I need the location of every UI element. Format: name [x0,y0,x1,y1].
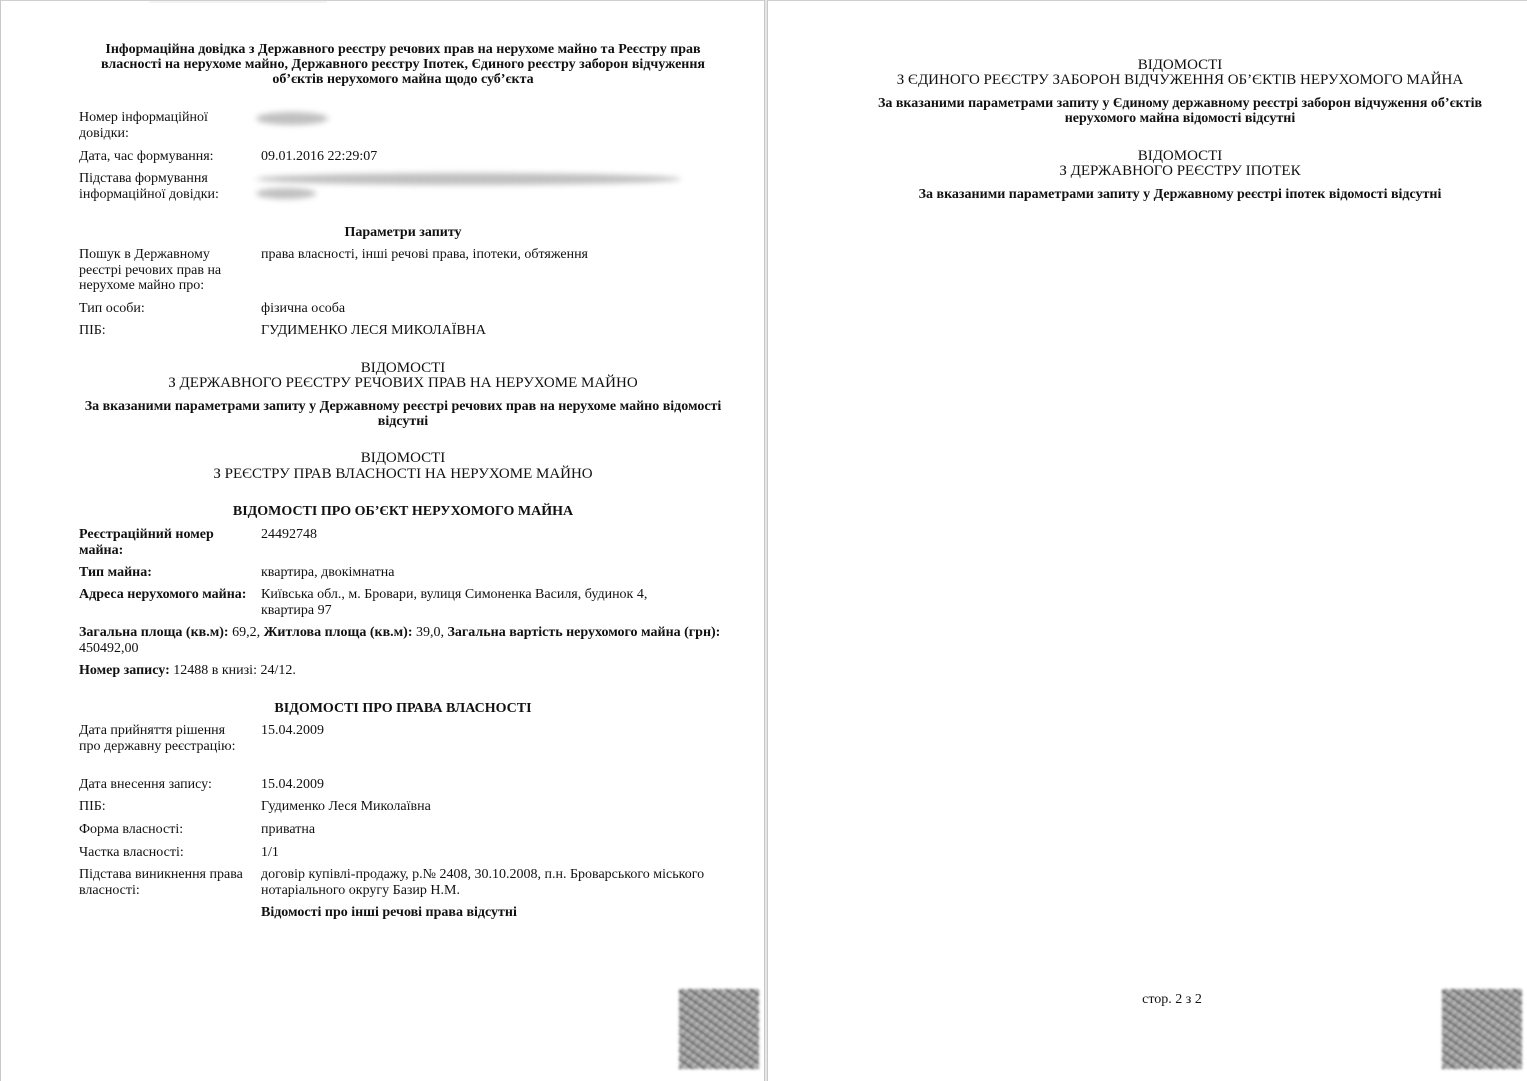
query-person-type-value: фізична особа [261,301,346,316]
rights-registry-title1: ВІДОМОСТІ [360,360,446,376]
page-tab-marker [149,1,327,3]
object-section-title: ВІДОМОСТІ ПРО ОБ’ЄКТ НЕРУХОМОГО МАЙНА [232,504,574,519]
mortgage-registry-note: За вказаними параметрами запиту у Державному реєстрі іпотек відомості відсутні [918,187,1442,202]
entry-date-label: Дата внесення запису: [79,777,212,792]
owner-name-value: Гудименко Леся Миколаївна [261,799,431,814]
ownership-registry-title1: ВІДОМОСТІ [360,450,446,466]
other-rights-note: Відомості про інші речові права відсутні [261,905,517,920]
ownership-basis-value: договір купівлі-продажу, р.№ 2408, 30.10.2008, п.н. Броварського міського нотаріального округу Базир Н.М. [261,867,705,898]
info-basis-label: Підстава формування інформаційної довідки: [79,171,219,202]
object-type-label: Тип майна: [79,565,152,580]
record-value: 12488 в книзі: 24/12. [169,663,296,678]
ownership-form-label: Форма власності: [79,822,184,837]
ownership-registry-title2: З РЕЄСТРУ ПРАВ ВЛАСНОСТІ НА НЕРУХОМЕ МАЙНО [213,466,593,482]
document-header: Інформаційна довідка з Державного реєстру речових прав на нерухоме майно та Реєстру прав власності на нерухоме майно, Державного реєстру Іпотек, Єдиного реєстру заборон відчуження об’єктів нерухомого майна щодо суб’єкта [100,42,705,87]
document-page-2 [767,0,1527,1081]
ownership-section-title: ВІДОМОСТІ ПРО ПРАВА ВЛАСНОСТІ [274,701,532,716]
ownership-share-value: 1/1 [261,845,279,860]
info-number-label: Номер інформаційної довідки: [79,110,208,141]
qr-code-icon [679,989,759,1069]
redacted-number [256,112,328,125]
query-title: Параметри запиту [344,225,462,240]
query-search-label: Пошук в Державному реєстрі речових прав на нерухоме майно про: [79,247,222,293]
cost-value: 450492,00 [79,640,139,656]
living-area-value: 39,0, [412,625,448,640]
mortgage-registry-title1: ВІДОМОСТІ [1137,148,1223,164]
redacted-basis-line-1 [256,173,681,185]
entry-date-value: 15.04.2009 [261,777,324,792]
page-number: стор. 2 з 2 [1142,992,1202,1007]
object-address-label: Адреса нерухомого майна: [79,587,247,602]
cost-label: Загальна вартість нерухомого майна (грн): [447,625,721,640]
info-datetime-value: 09.01.2016 22:29:07 [261,149,378,164]
info-datetime-label: Дата, час формування: [79,149,214,164]
ownership-basis-label: Підстава виникнення права власності: [79,867,243,898]
redacted-basis-line-2 [256,188,316,199]
living-area-label: Житлова площа (кв.м): [263,625,413,640]
rights-registry-title2: З ДЕРЖАВНОГО РЕЄСТРУ РЕЧОВИХ ПРАВ НА НЕРУХОМЕ МАЙНО [168,375,638,391]
query-search-value: права власності, інші речові права, іпотеки, обтяження [261,247,588,262]
total-area-label: Загальна площа (кв.м): [79,625,229,640]
object-type-value: квартира, двокімнатна [261,565,395,580]
rights-registry-note: За вказаними параметрами запиту у Державному реєстрі речових прав на нерухоме майно відомості відсутні [84,399,722,429]
record-label: Номер запису: [79,663,170,678]
object-address-value: Київська обл., м. Бровари, вулиця Симоненка Василя, будинок 4, квартира 97 [261,587,648,618]
mortgage-registry-title2: З ДЕРЖАВНОГО РЕЄСТРУ ІПОТЕК [1059,163,1301,179]
ban-registry-note: За вказаними параметрами запиту у Єдиному державному реєстрі заборон відчуження об’єктів нерухомого майна відомості відсутні [877,96,1483,126]
query-name-value: ГУДИМЕНКО ЛЕСЯ МИКОЛАЇВНА [261,323,486,338]
decision-date-label: Дата прийняття рішення про державну реєстрацію: [79,723,236,754]
ownership-form-value: приватна [261,822,316,837]
decision-date-value: 15.04.2009 [261,723,324,738]
qr-code-icon [1442,989,1522,1069]
object-reg-value: 24492748 [261,527,317,542]
ban-registry-title1: ВІДОМОСТІ [1137,57,1223,73]
object-area-line [79,625,729,656]
ownership-share-label: Частка власності: [79,845,184,860]
query-name-label: ПІБ: [79,323,106,338]
query-person-type-label: Тип особи: [79,301,145,316]
object-record-line [79,663,729,679]
owner-name-label: ПІБ: [79,799,106,814]
object-reg-label: Реєстраційний номер майна: [79,527,214,558]
total-area-value: 69,2, [228,625,264,640]
ban-registry-title2: З ЄДИНОГО РЕЄСТРУ ЗАБОРОН ВІДЧУЖЕННЯ ОБ’ЄКТІВ НЕРУХОМОГО МАЙНА [896,72,1464,88]
